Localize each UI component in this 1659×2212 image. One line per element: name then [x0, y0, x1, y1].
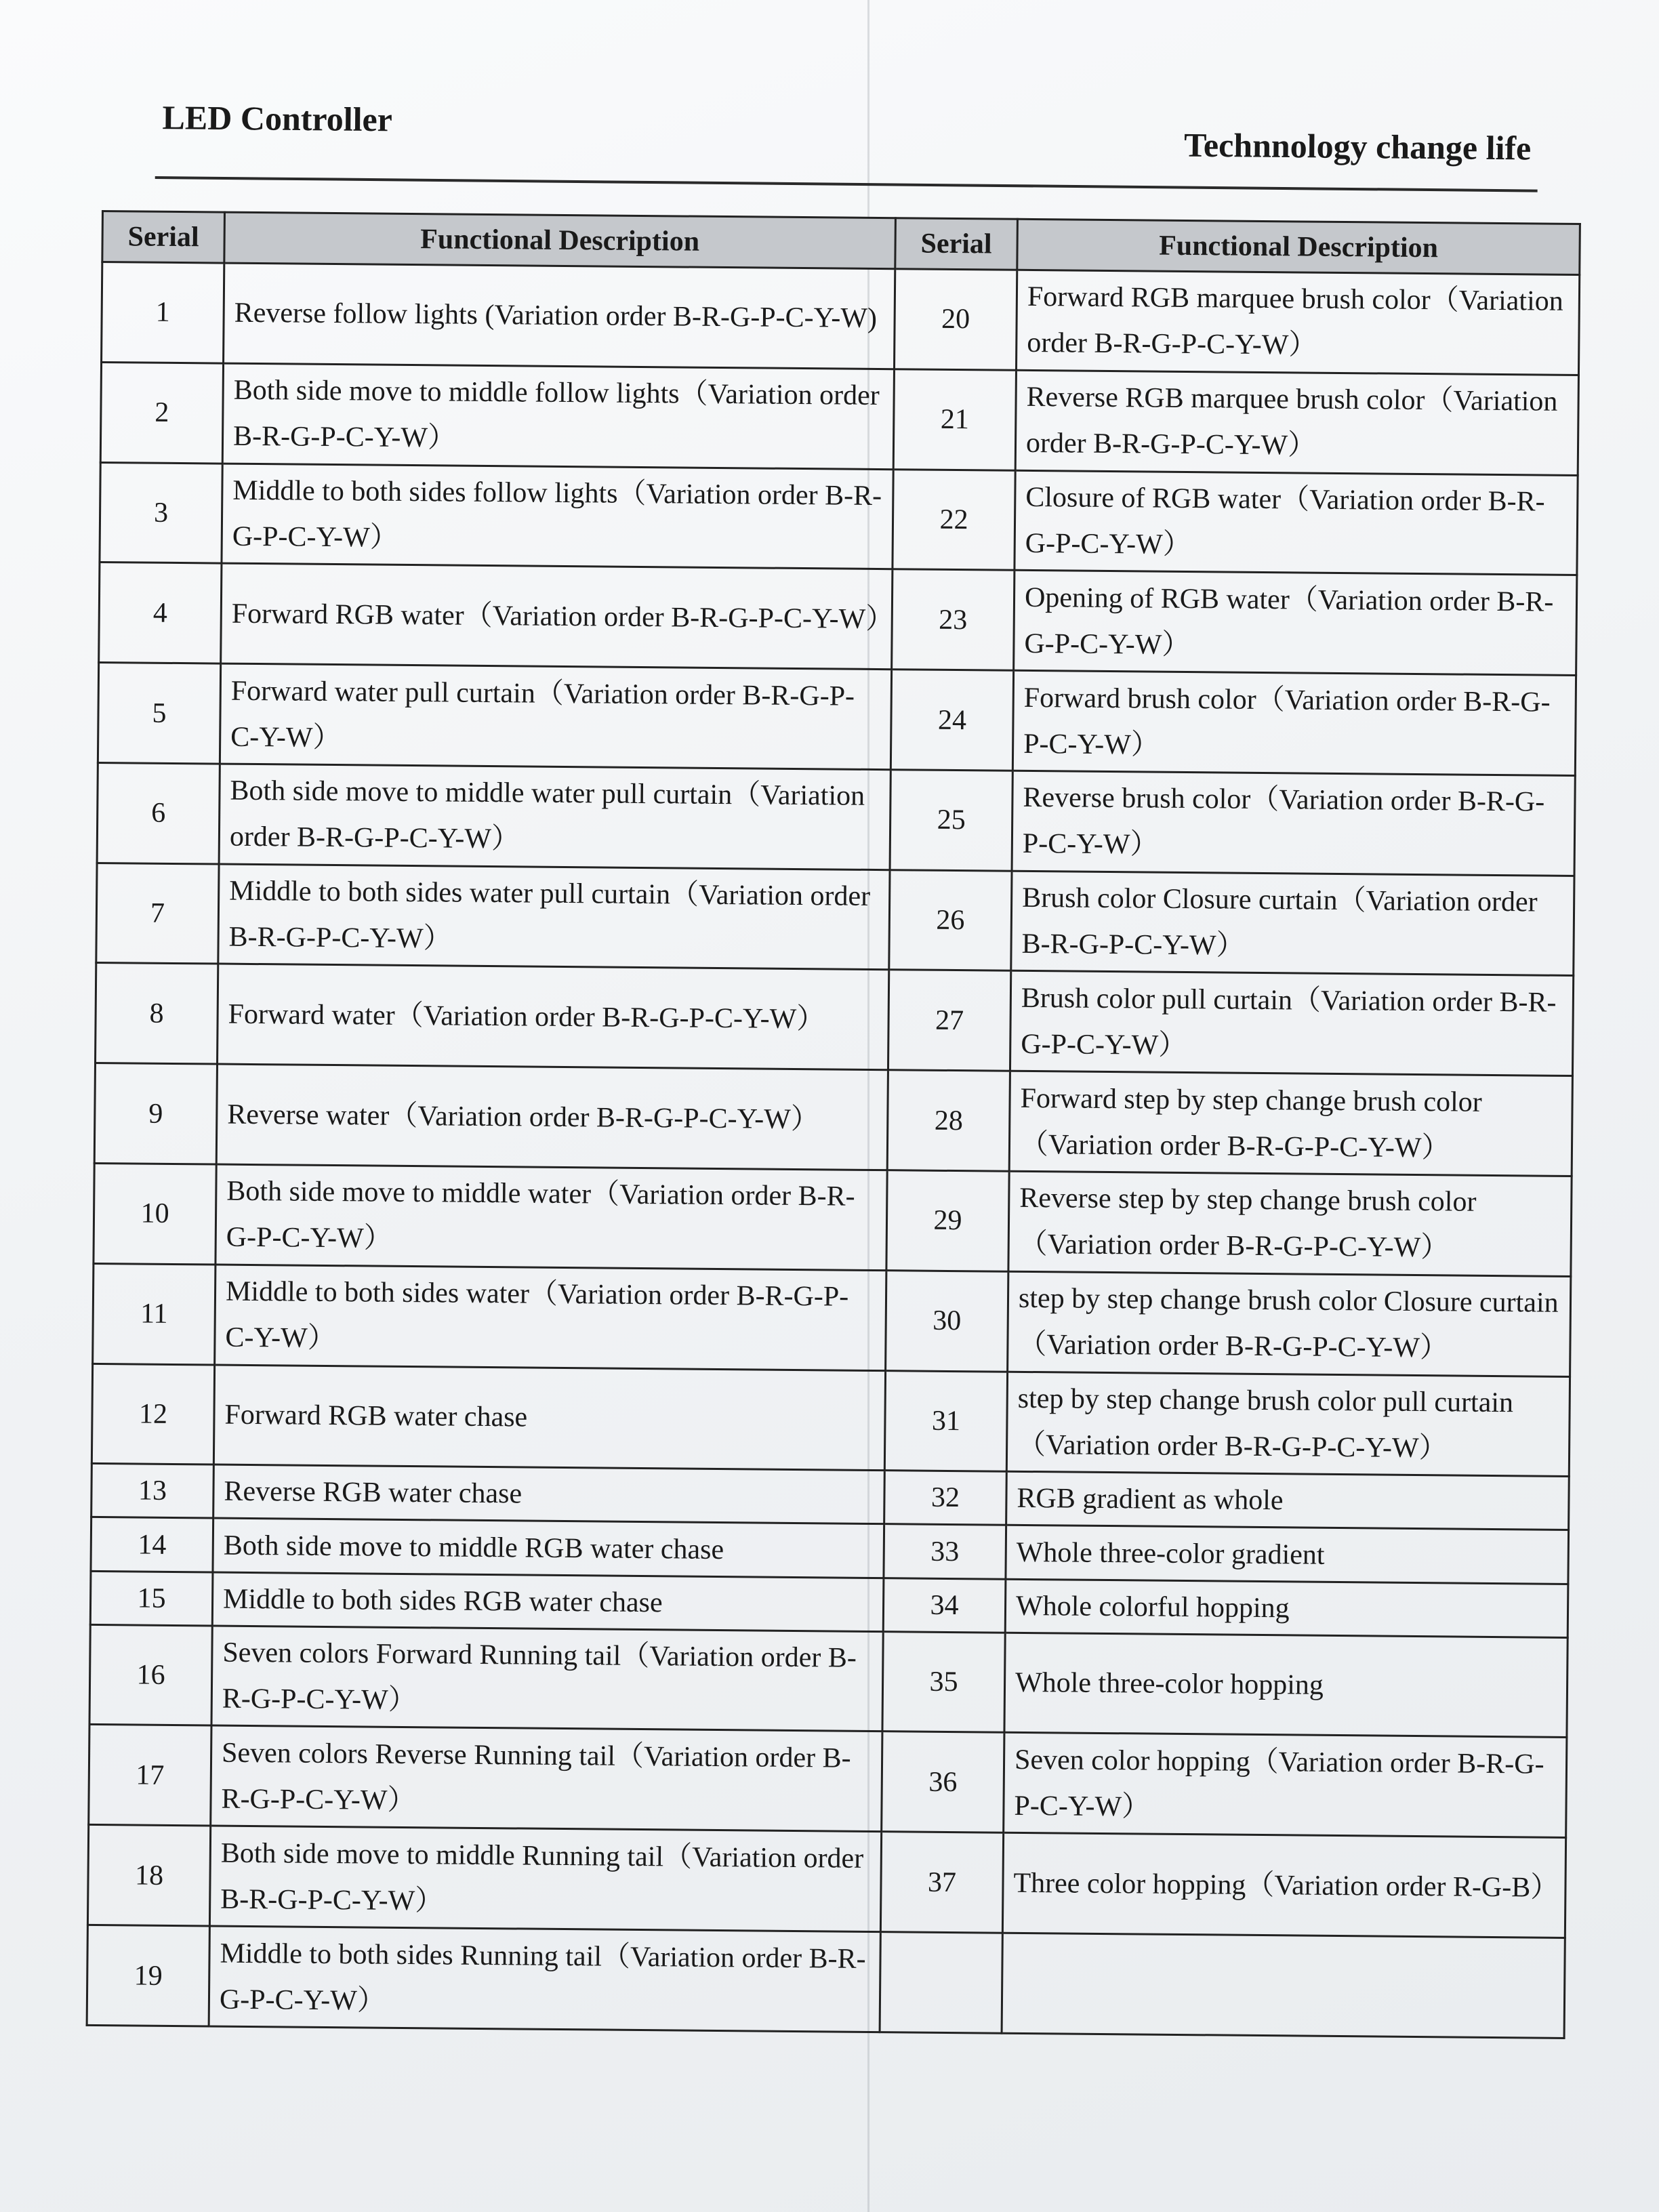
description-cell: Both side move to middle Running tail（Variation order B-R-G-P-C-Y-W） — [209, 1826, 881, 1931]
description-cell: Whole colorful hopping — [1005, 1579, 1568, 1637]
serial-cell — [880, 1932, 1002, 2034]
table-row — [96, 863, 1574, 976]
serial-cell: 10 — [94, 1163, 216, 1264]
table-row — [87, 1825, 1565, 1938]
serial-cell: 18 — [87, 1825, 210, 1926]
serial-cell: 12 — [91, 1364, 214, 1465]
serial-cell: 30 — [886, 1270, 1008, 1371]
serial-cell: 29 — [886, 1170, 1009, 1271]
serial-cell: 15 — [90, 1571, 213, 1626]
description-cell: step by step change brush color Closure curtain（Variation order B-R-G-P-C-Y-W） — [1008, 1271, 1571, 1376]
description-cell: Reverse follow lights (Variation order B-R-G-P-C-Y-W) — [224, 263, 895, 369]
table-row — [94, 1063, 1572, 1176]
description-cell: Middle to both sides RGB water chase — [212, 1572, 884, 1632]
table-row — [94, 1163, 1572, 1276]
serial-cell: 27 — [888, 970, 1010, 1071]
serial-cell: 36 — [882, 1732, 1004, 1832]
serial-cell: 2 — [100, 362, 223, 463]
serial-cell: 37 — [880, 1832, 1003, 1933]
table-row — [89, 1725, 1567, 1838]
serial-cell: 23 — [892, 569, 1015, 670]
table-row — [99, 562, 1577, 676]
serial-cell: 28 — [887, 1070, 1010, 1171]
serial-cell: 16 — [89, 1624, 212, 1725]
serial-cell: 4 — [99, 562, 222, 663]
table-row — [100, 462, 1578, 575]
description-cell: Seven color hopping（Variation order B-R-G-P-C-Y-W） — [1004, 1733, 1567, 1838]
serial-cell: 31 — [884, 1370, 1007, 1471]
column-header-serial-left: Serial — [102, 211, 225, 264]
table-row — [102, 262, 1580, 375]
serial-cell: 14 — [91, 1517, 213, 1572]
table-row — [96, 963, 1574, 1076]
description-cell: Forward RGB water chase — [213, 1365, 885, 1471]
serial-cell: 3 — [100, 462, 222, 563]
table-row — [87, 1925, 1565, 2038]
table-row — [91, 1364, 1570, 1477]
serial-cell: 34 — [883, 1578, 1006, 1633]
description-cell: Both side move to middle water（Variation order B-R-G-P-C-Y-W） — [216, 1164, 887, 1270]
description-cell: Reverse RGB marquee brush color（Variation order B-R-G-P-C-Y-W） — [1015, 370, 1578, 475]
description-cell: Closure of RGB water（Variation order B-R-G-P-C-Y-W） — [1015, 470, 1578, 575]
description-cell: Middle to both sides water（Variation order B-R-G-P-C-Y-W） — [215, 1265, 886, 1370]
description-cell: Middle to both sides follow lights（Variation order B-R-G-P-C-Y-W） — [222, 464, 893, 569]
function-table-container — [86, 210, 1579, 2039]
description-cell: Forward water pull curtain（Variation order B-R-G-P-C-Y-W） — [220, 663, 891, 769]
description-cell: Middle to both sides Running tail（Variation order B-R-G-P-C-Y-W） — [209, 1926, 880, 2032]
description-cell: Forward water（Variation order B-R-G-P-C-Y-W） — [218, 964, 889, 1070]
description-cell: Reverse step by step change brush color（Variation order B-R-G-P-C-Y-W） — [1008, 1171, 1572, 1276]
serial-cell: 7 — [96, 863, 219, 964]
description-cell: Three color hopping（Variation order R-G-B） — [1002, 1832, 1565, 1938]
serial-cell: 19 — [87, 1925, 209, 2026]
serial-cell: 11 — [93, 1263, 216, 1364]
description-cell: Middle to both sides water pull curtain（Variation order B-R-G-P-C-Y-W） — [218, 864, 890, 970]
description-cell: step by step change brush color pull curtain（Variation order B-R-G-P-C-Y-W） — [1006, 1372, 1570, 1477]
serial-cell: 6 — [97, 762, 220, 863]
description-cell: RGB gradient as whole — [1006, 1472, 1570, 1530]
description-cell: Both side move to middle follow lights（Variation order B-R-G-P-C-Y-W） — [222, 363, 894, 469]
description-cell: Forward brush color（Variation order B-R-G-P-C-Y-W） — [1012, 670, 1576, 775]
serial-cell: 13 — [91, 1464, 214, 1519]
description-cell: Whole three-color gradient — [1006, 1525, 1569, 1584]
serial-cell: 20 — [894, 269, 1017, 370]
table-row — [100, 362, 1578, 475]
table-row — [93, 1263, 1571, 1376]
table-row — [89, 1624, 1568, 1738]
serial-cell: 25 — [890, 770, 1012, 871]
description-cell: Both side move to middle water pull curtain（Variation order B-R-G-P-C-Y-W） — [219, 764, 890, 869]
document-slogan: Technnology change life — [1183, 125, 1532, 167]
serial-cell: 26 — [889, 869, 1012, 970]
description-cell: Reverse brush color（Variation order B-R-G-P-C-Y-W） — [1012, 771, 1575, 876]
serial-cell: 17 — [89, 1725, 211, 1826]
column-header-description-left: Functional Description — [224, 212, 896, 269]
serial-cell: 33 — [884, 1524, 1006, 1579]
serial-cell: 22 — [893, 469, 1015, 570]
description-cell: Opening of RGB water（Variation order B-R-G-P-C-Y-W） — [1014, 571, 1577, 676]
description-cell: Reverse water（Variation order B-R-G-P-C-Y-W） — [216, 1064, 888, 1170]
description-cell: Brush color pull curtain（Variation order B-R-G-P-C-Y-W） — [1010, 971, 1573, 1076]
description-cell: Forward RGB water（Variation order B-R-G-P-C-Y-W） — [221, 563, 893, 669]
serial-cell: 21 — [893, 369, 1016, 470]
serial-cell: 1 — [102, 262, 224, 363]
function-table — [86, 210, 1581, 2039]
description-cell: Brush color Closure curtain（Variation order B-R-G-P-C-Y-W） — [1011, 871, 1574, 976]
description-cell: Reverse RGB water chase — [213, 1465, 885, 1524]
column-header-description-right: Functional Description — [1017, 219, 1580, 274]
description-cell: Seven colors Forward Running tail（Variation order B-R-G-P-C-Y-W） — [211, 1626, 883, 1732]
description-cell — [1002, 1933, 1565, 2038]
document-title: LED Controller — [162, 98, 393, 139]
description-cell: Seven colors Reverse Running tail（Variation order B-R-G-P-C-Y-W） — [211, 1725, 882, 1831]
serial-cell: 5 — [98, 663, 220, 764]
column-header-serial-right: Serial — [895, 218, 1018, 270]
description-cell: Forward RGB marquee brush color（Variation order B-R-G-P-C-Y-W） — [1016, 270, 1579, 375]
table-row — [98, 663, 1576, 776]
description-cell: Both side move to middle RGB water chase — [213, 1518, 884, 1578]
serial-cell: 35 — [882, 1631, 1005, 1732]
description-cell: Whole three-color hopping — [1004, 1633, 1568, 1738]
table-row — [97, 762, 1575, 876]
serial-cell: 9 — [94, 1063, 217, 1164]
page-header — [155, 88, 1538, 192]
description-cell: Forward step by step change brush color（Variation order B-R-G-P-C-Y-W） — [1009, 1071, 1572, 1176]
serial-cell: 32 — [884, 1471, 1007, 1525]
serial-cell: 24 — [890, 670, 1013, 771]
table-body — [87, 262, 1580, 2039]
serial-cell: 8 — [96, 963, 218, 1064]
